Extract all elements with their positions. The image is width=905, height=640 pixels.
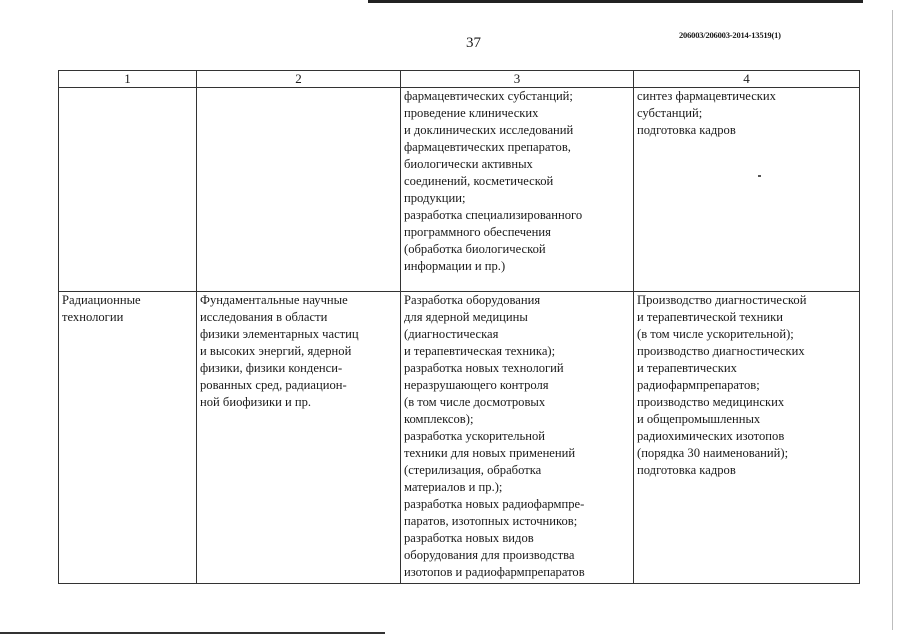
cell-text-line: подготовка кадров [637, 123, 736, 137]
cell-text-line: программного обеспечения [404, 225, 551, 239]
cell-text-line: разработка ускорительной [404, 429, 546, 443]
table-cell [401, 292, 634, 584]
table-cell [634, 88, 860, 292]
column-header-1: 1 [59, 71, 197, 88]
cell-text-line: и терапевтическая техника); [404, 344, 556, 358]
cell-text-line: (обработка биологической [404, 242, 546, 256]
table-row [59, 292, 860, 584]
cell-text-line: (стерилизация, обработка [404, 463, 542, 477]
column-header-4: 4 [634, 71, 860, 88]
table-cell [197, 88, 401, 292]
cell-text-line: синтез фармацевтических [637, 89, 776, 103]
cell-text-line: биологически активных [404, 157, 533, 171]
cell-text-line: информации и пр.) [404, 259, 506, 273]
cell-text-line: разработка новых радиофармпре- [404, 497, 585, 511]
table-header-row [59, 71, 860, 88]
cell-text-line: оборудования для производства [404, 548, 575, 562]
cell-text-line: материалов и пр.); [404, 480, 503, 494]
cell-text-line: разработка новых технологий [404, 361, 564, 375]
cell-text-line: (в том числе ускорительной); [637, 327, 794, 341]
cell-text-line: рованных сред, радиацион- [200, 378, 347, 392]
scan-bottom-edge [0, 632, 385, 634]
cell-text-line: и терапевтических [637, 361, 737, 375]
cell-text-line: радиохимических изотопов [637, 429, 785, 443]
cell-text-line: и высоких энергий, ядерной [200, 344, 352, 358]
cell-text-line: физики элементарных частиц [200, 327, 359, 341]
main-table [58, 70, 860, 584]
page-number: 37 [466, 35, 481, 51]
scan-right-edge [892, 10, 893, 630]
scan-top-edge [368, 0, 863, 3]
cell-text-line: неразрушающего контроля [404, 378, 549, 392]
column-header-2: 2 [197, 71, 401, 88]
cell-text-line: разработка новых видов [404, 531, 534, 545]
cell-text-line: Разработка оборудования [404, 293, 541, 307]
cell-text-line: и общепромышленных [637, 412, 761, 426]
cell-text-line: и терапевтической техники [637, 310, 783, 324]
cell-text-line: Радиационные [62, 293, 141, 307]
cell-text-line: исследования в области [200, 310, 328, 324]
cell-text-line: производство медицинских [637, 395, 785, 409]
cell-text-line: Фундаментальные научные [200, 293, 348, 307]
cell-text-line: комплексов); [404, 412, 474, 426]
table-cell [197, 292, 401, 584]
cell-text-line: радиофармпрепаратов; [637, 378, 760, 392]
cell-text-line: производство диагностических [637, 344, 805, 358]
cell-text-line: (порядка 30 наименований); [637, 446, 789, 460]
cell-text-line: субстанций; [637, 106, 703, 120]
cell-text-line: соединений, косметической [404, 174, 554, 188]
cell-text-line: для ядерной медицины [404, 310, 528, 324]
table-cell [59, 292, 197, 584]
table-cell [59, 88, 197, 292]
cell-text-line: подготовка кадров [637, 463, 736, 477]
table-cell [634, 292, 860, 584]
cell-text-line: продукции; [404, 191, 466, 205]
table-cell [401, 88, 634, 292]
cell-text-line: паратов, изотопных источников; [404, 514, 578, 528]
cell-text-line: фармацевтических субстанций; [404, 89, 573, 103]
cell-text-line: изотопов и радиофармпрепаратов [404, 565, 585, 579]
cell-text-line: техники для новых применений [404, 446, 576, 460]
cell-text-line: разработка специализированного [404, 208, 583, 222]
cell-text-line: физики, физики конденси- [200, 361, 343, 375]
cell-text-line: Производство диагностической [637, 293, 807, 307]
cell-text-line: и доклинических исследований [404, 123, 574, 137]
column-header-3: 3 [401, 71, 634, 88]
cell-text-line: технологии [62, 310, 124, 324]
cell-text-line: (в том числе досмотровых [404, 395, 546, 409]
cell-text-line: проведение клинических [404, 106, 539, 120]
cell-text-line: ной биофизики и пр. [200, 395, 312, 409]
cell-text-line: (диагностическая [404, 327, 499, 341]
cell-text-line: фармацевтических препаратов, [404, 140, 571, 154]
table-row [59, 88, 860, 292]
document-code: 206003/206003-2014-13519(1) [679, 30, 781, 40]
